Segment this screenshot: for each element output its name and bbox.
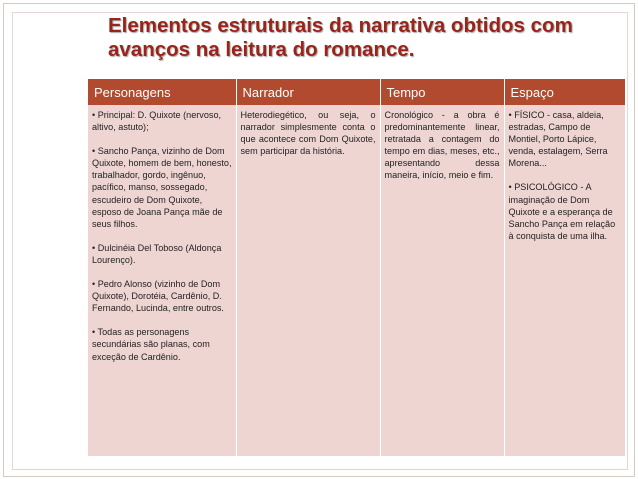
header-tempo: Tempo xyxy=(380,79,504,105)
personagens-item: • Principal: D. Quixote (nervoso, altivo, astuto); xyxy=(92,110,222,133)
cell-personagens xyxy=(88,105,236,456)
slide-title-line-2: avanços na leitura do romance. xyxy=(108,38,415,61)
cell-tempo xyxy=(380,105,504,456)
espaco-item: • PSICOLÓGICO - A imaginação de Dom Quixote e a esperança de Sancho Pança em relação à conquista de uma ilha. xyxy=(508,182,616,241)
narrador-text: Heterodiegético, ou seja, o narrador simplesmente conta o que acontece com Dom Quixote, sem participar da história. xyxy=(240,110,376,157)
header-personagens: Personagens xyxy=(88,79,236,105)
cell-espaco xyxy=(504,105,625,456)
slide-title xyxy=(108,14,608,62)
espaco-item: • FÍSICO - casa, aldeia, estradas, Campo de Montiel, Porto Lápice, venda, estalagem, Serra Morena... xyxy=(508,110,608,169)
personagens-item: • Pedro Alonso (vizinho de Dom Quixote), Dorotéia, Cardênio, D. Fernando, Lucinda, entre outros. xyxy=(92,279,224,314)
personagens-item: • Dulcinéia Del Toboso (Aldonça Lourenço). xyxy=(92,242,222,265)
table-row xyxy=(88,105,625,456)
tempo-text: Cronológico - a obra é predominantemente linear, retratada a contagem do tempo em dias, meses, etc., apresentando dessa maneira, início, meio e fim. xyxy=(384,110,500,181)
narrative-elements-table xyxy=(88,79,625,456)
personagens-item: • Sancho Pança, vizinho de Dom Quixote, homem de bem, honesto, trabalhador, gordo, ingênuo, pacífico, manso, sossegado, escudeiro de Dom Quixote, esposo de Joana Pança mãe de seus filhos. xyxy=(92,146,232,229)
cell-narrador xyxy=(236,105,380,456)
personagens-item: • Todas as personagens secundárias são planas, com exceção de Cardênio. xyxy=(92,327,210,362)
slide-title-line-1: Elementos estruturais da narrativa obtidos com xyxy=(108,14,573,37)
header-narrador: Narrador xyxy=(236,79,380,105)
header-espaco: Espaço xyxy=(504,79,625,105)
table-header-row xyxy=(88,79,625,105)
